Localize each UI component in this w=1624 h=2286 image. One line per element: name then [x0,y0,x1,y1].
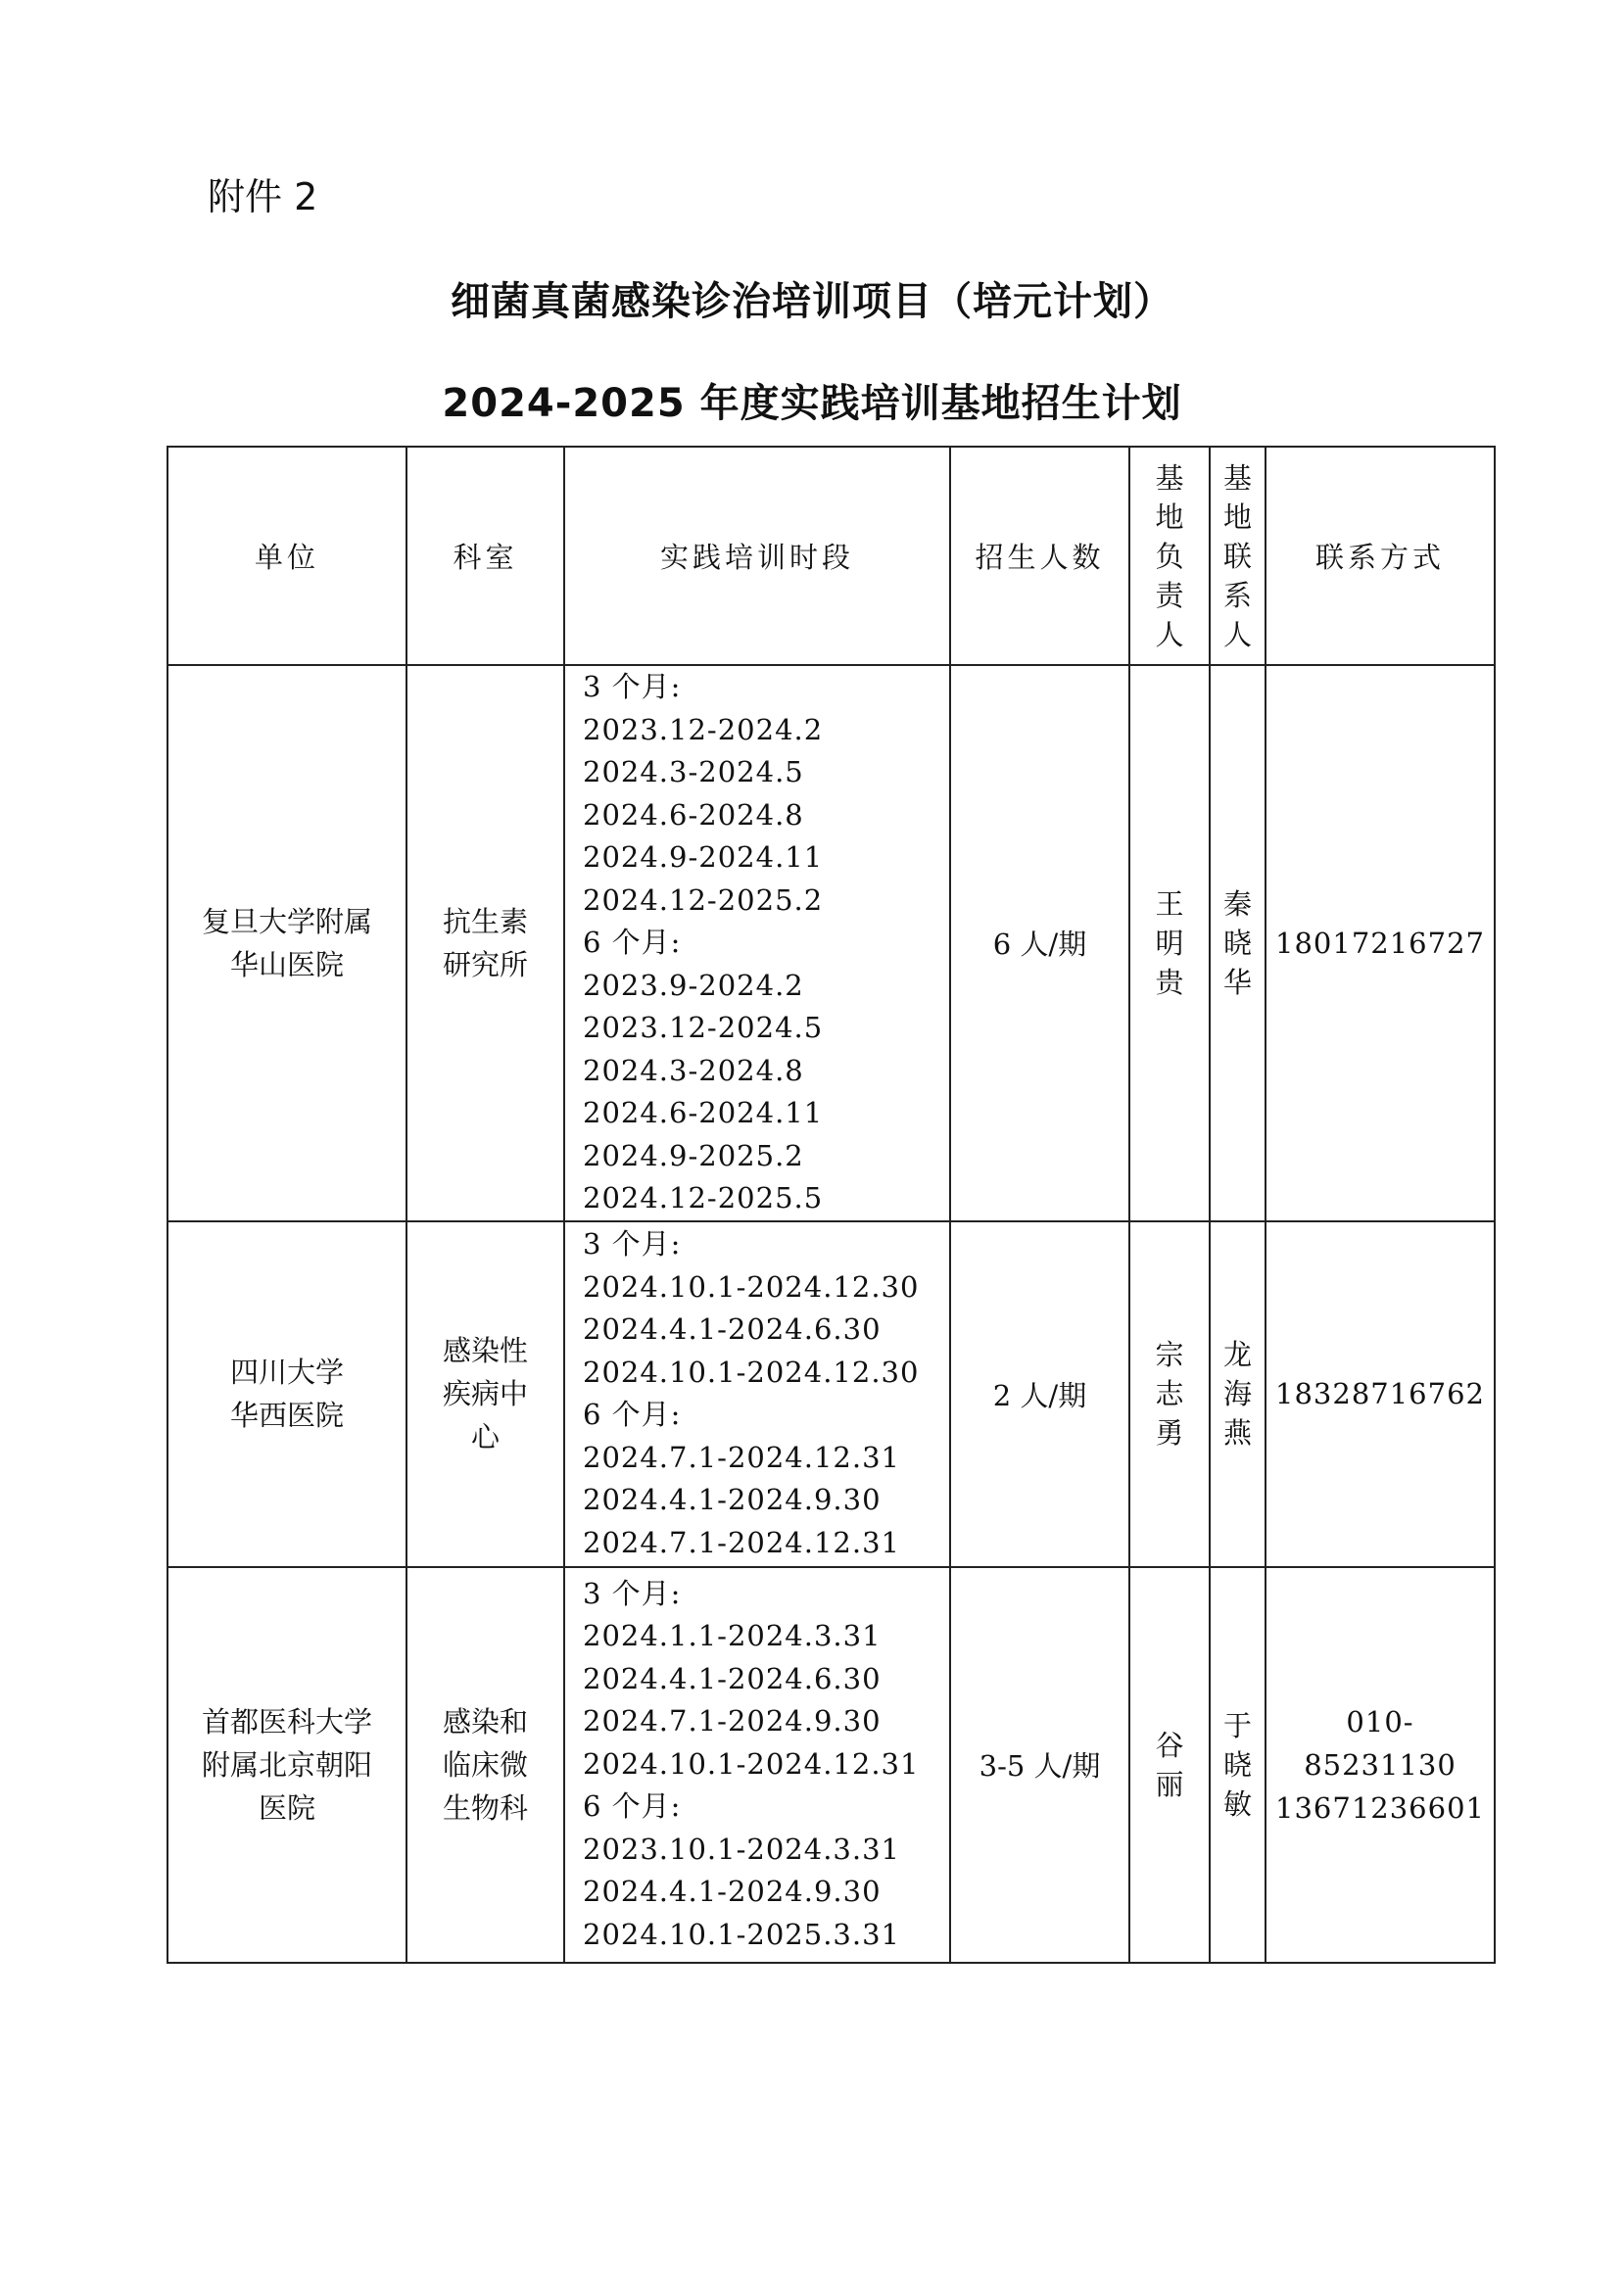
cell-periods-line: 2024.4.1-2024.9.30 [583,1875,882,1909]
cell-base-head-char: 贵 [1155,965,1184,999]
cell-periods-line: 2024.9-2025.2 [583,1138,804,1172]
cell-periods-line: 2024.4.1-2024.9.30 [583,1483,882,1516]
cell-dept-line: 生物科 [442,1790,528,1825]
header-contact: 联系方式 [1266,447,1495,665]
cell-unit-line: 复旦大学附属 [201,904,372,938]
cell-periods-line: 2023.12-2024.5 [583,1011,824,1044]
cell-base-head [1129,1221,1210,1567]
cell-base-head-char: 丽 [1155,1767,1184,1801]
cell-base-head-char: 宗 [1155,1338,1184,1371]
cell-unit-line: 医院 [258,1790,315,1825]
cell-base-liaison-char: 龙 [1223,1338,1253,1371]
cell-periods-line: 6 个月: [583,926,682,959]
header-char: 人 [1155,617,1184,651]
cell-base-liaison-text [1223,884,1252,1002]
cell-base-head-text [1156,1726,1184,1804]
cell-periods [564,1567,950,1963]
cell-base-liaison-char: 秦 [1223,886,1253,921]
cell-contact-line: 18328716762 [1275,1377,1485,1410]
header-char: 负 [1155,539,1184,573]
header-base-head [1129,447,1210,665]
cell-periods-line: 6 个月: [583,1789,682,1824]
cell-periods-line: 2024.7.1-2024.12.31 [583,1440,900,1474]
cell-contact-line: 010- [1346,1704,1414,1738]
cell-dept-line: 临床微 [442,1747,528,1782]
cell-periods-line: 2024.12-2025.5 [583,1181,824,1214]
cell-contact-line: 13671236601 [1275,1790,1485,1825]
cell-periods-line: 2024.10.1-2025.3.31 [583,1917,900,1951]
header-period: 实践培训时段 [564,447,950,665]
cell-periods-line: 2024.1.1-2024.3.31 [583,1619,882,1653]
header-base-liaison [1210,447,1266,665]
cell-base-liaison [1210,665,1266,1221]
cell-periods-line: 2024.10.1-2024.12.30 [583,1269,920,1304]
cell-contact [1266,665,1495,1221]
cell-base-liaison-text [1223,1706,1252,1824]
enrollment-table [167,446,1496,1964]
cell-dept-line: 心 [470,1420,500,1453]
cell-periods-line: 3 个月: [583,1576,682,1610]
cell-base-head-char: 勇 [1155,1416,1184,1450]
cell-unit-line: 华西医院 [229,1399,344,1432]
cell-base-liaison [1210,1567,1266,1963]
cell-contact [1266,1221,1495,1567]
cell-unit [167,1221,406,1567]
cell-base-liaison-char: 海 [1223,1377,1253,1410]
cell-dept-line: 疾病中 [442,1377,528,1410]
cell-periods-line: 6 个月: [583,1398,682,1431]
cell-dept [406,665,564,1221]
cell-enroll: 2 人/期 [950,1221,1129,1567]
cell-periods-line: 2024.9-2024.11 [583,840,824,874]
cell-periods [564,1221,950,1567]
cell-base-head-char: 志 [1155,1377,1184,1410]
table-row [167,1221,1495,1567]
cell-enroll: 3-5 人/期 [950,1567,1129,1963]
document-subtitle: 2024-2025 年度实践培训基地招生计划 [442,381,1182,426]
cell-base-head-char: 谷 [1155,1728,1184,1762]
cell-base-liaison-char: 晓 [1223,926,1253,960]
cell-periods-line: 3 个月: [583,1227,682,1261]
table-row [167,1567,1495,1963]
cell-dept-line: 研究所 [442,947,528,981]
cell-unit [167,665,406,1221]
cell-unit-line: 华山医院 [229,947,344,981]
header-char: 责 [1155,578,1184,612]
cell-periods-line: 2024.6-2024.8 [583,797,804,832]
header-base-head-text [1156,458,1184,654]
cell-base-head [1129,665,1210,1221]
cell-base-liaison-char: 燕 [1223,1416,1253,1450]
header-unit: 单位 [167,447,406,665]
cell-contact-line: 18017216727 [1275,926,1485,960]
cell-periods [564,665,950,1221]
cell-unit [167,1567,406,1963]
cell-enroll: 6 人/期 [950,665,1129,1221]
cell-periods-line: 2023.12-2024.2 [583,712,824,746]
header-char: 系 [1223,578,1253,612]
cell-periods-line: 2023.9-2024.2 [583,968,804,1002]
cell-contact [1266,1567,1495,1963]
header-base-liaison-text [1223,458,1252,654]
header-char: 基 [1155,460,1184,495]
header-char: 人 [1223,617,1253,651]
header-dept: 科室 [406,447,564,665]
cell-unit-line: 首都医科大学 [201,1704,372,1738]
cell-periods-line: 2024.6-2024.11 [583,1096,824,1129]
cell-base-head-text [1156,1335,1184,1453]
cell-dept-line: 感染性 [442,1334,528,1367]
header-char: 地 [1155,500,1184,534]
cell-base-head-char: 王 [1155,886,1184,921]
cell-base-liaison-char: 敏 [1223,1786,1253,1821]
cell-base-head-char: 明 [1155,926,1184,960]
cell-base-head-text [1156,884,1184,1002]
cell-dept [406,1221,564,1567]
cell-periods-line: 2024.3-2024.5 [583,755,804,788]
cell-base-liaison [1210,1221,1266,1567]
cell-base-head [1129,1567,1210,1963]
cell-periods-line: 2024.7.1-2024.9.30 [583,1704,882,1738]
cell-base-liaison-char: 于 [1223,1708,1253,1742]
cell-periods-line: 2024.10.1-2024.12.31 [583,1746,920,1781]
cell-base-liaison-char: 华 [1223,965,1253,999]
cell-contact-line: 85231130 [1304,1747,1457,1782]
cell-periods-line: 2024.7.1-2024.12.31 [583,1525,900,1559]
header-char: 联 [1223,539,1253,573]
cell-periods-line: 2024.4.1-2024.6.30 [583,1661,882,1695]
table-header-row [167,447,1495,665]
document-title: 细菌真菌感染诊治培训项目（培元计划） [451,279,1173,324]
header-char: 基 [1223,460,1253,495]
cell-periods-line: 2023.10.1-2024.3.31 [583,1832,900,1866]
table-row [167,665,1495,1221]
cell-periods-line: 2024.12-2025.2 [583,882,824,917]
annex-label: 附件 2 [208,175,318,218]
cell-periods-line: 2024.10.1-2024.12.30 [583,1355,920,1389]
cell-base-liaison-text [1223,1335,1252,1453]
cell-base-liaison-char: 晓 [1223,1747,1253,1782]
cell-unit-line: 四川大学 [229,1356,344,1389]
cell-unit-line: 附属北京朝阳 [201,1747,372,1782]
cell-periods-line: 3 个月: [583,670,682,703]
cell-dept-line: 抗生素 [442,904,528,938]
cell-dept-line: 感染和 [442,1704,528,1738]
cell-periods-line: 2024.4.1-2024.6.30 [583,1312,882,1346]
header-enroll: 招生人数 [950,447,1129,665]
header-char: 地 [1223,500,1253,534]
cell-periods-line: 2024.3-2024.8 [583,1053,804,1087]
cell-dept [406,1567,564,1963]
